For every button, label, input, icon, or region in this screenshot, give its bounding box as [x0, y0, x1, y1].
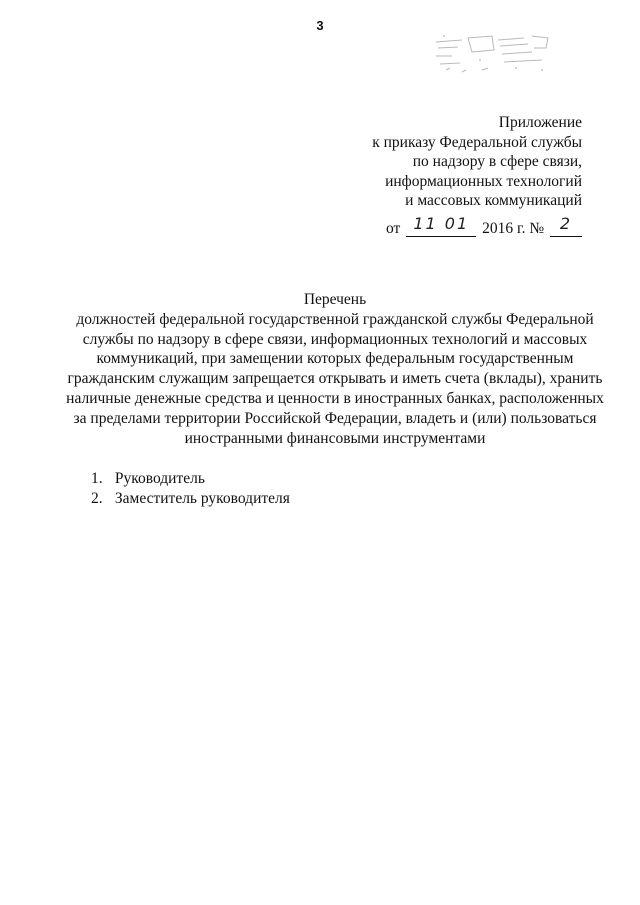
positions-list: [91, 469, 290, 508]
appendix-line: по надзору в сфере связи,: [412, 153, 582, 170]
order-number-field: [550, 214, 582, 237]
order-prefix: от: [386, 220, 401, 237]
appendix-line: и массовых коммуникаций: [405, 192, 582, 209]
list-title-line: должностей федеральной государственной гражданской службы Федеральной: [76, 310, 594, 328]
list-title-block: [40, 290, 630, 448]
list-item-number: 1.: [91, 470, 103, 487]
list-title-line: службы по надзору в сфере связи, информационных технологий и массовых: [82, 330, 588, 348]
appendix-line: Приложение: [498, 114, 582, 131]
list-heading: Перечень: [303, 291, 367, 308]
registration-stamp-mark: [432, 30, 552, 76]
list-title-line: коммуникаций, при замещении которых федеральным государственным: [96, 350, 574, 368]
order-date-line: [262, 214, 582, 239]
list-title-line: наличные денежные средства и ценности в иностранных банках, расположенных: [66, 389, 604, 407]
order-date-handwritten: 11 01: [413, 214, 470, 233]
list-item: [91, 489, 290, 509]
list-title-line: за пределами территории Российской Федерации, владеть и (или) пользоваться: [73, 409, 597, 427]
list-item-label: Руководитель: [114, 470, 205, 487]
list-item-label: Заместитель руководителя: [114, 489, 290, 507]
appendix-header: [282, 113, 582, 211]
list-title-line: иностранными финансовыми инструментами: [184, 429, 486, 447]
appendix-line: информационных технологий: [385, 172, 582, 190]
list-item: [91, 469, 290, 489]
order-number-handwritten: 2: [559, 214, 573, 233]
list-item-number: 2.: [91, 489, 103, 507]
appendix-line: к приказу Федеральной службы: [372, 133, 582, 151]
list-title-line: гражданским служащим запрещается открывать и иметь счета (вклады), хранить: [67, 370, 603, 388]
order-year-text: 2016 г. №: [482, 220, 545, 237]
order-date-field: [406, 214, 476, 237]
page-number: 3: [316, 18, 324, 33]
